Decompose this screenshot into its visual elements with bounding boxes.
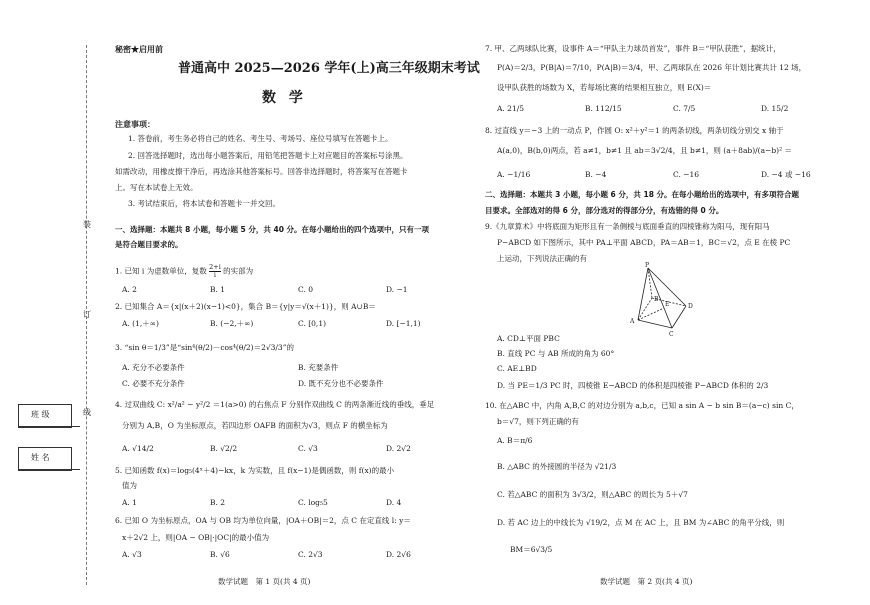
q1-frac-num: 2+i — [209, 263, 221, 271]
binding-char-1: 装 — [83, 220, 91, 229]
q10-tail: BM＝6√3/5 — [510, 545, 553, 554]
label-b: B — [654, 296, 659, 303]
q2-stem: 2. 已知集合 A＝{x|(x＋2)(x−1)<0}，集合 B＝{y|y＝√(x＋1)}，则 A∪B＝ — [115, 302, 376, 311]
q2-opt-d: D. [−1,1) — [386, 319, 421, 328]
q1-opt-d: D. −1 — [386, 285, 408, 294]
q10-opt-c: C. 若△ABC 的面积为 3√3/2，则△ABC 的周长为 5＋√7 — [497, 490, 688, 499]
q8-opt-a: A. −1/16 — [497, 170, 531, 179]
q2-opt-a: A. (1,＋∞) — [122, 319, 159, 328]
pyramid-figure — [620, 262, 700, 338]
label-p: P — [645, 262, 650, 269]
notes-line-5: 3. 考试结束后，将本试卷和答题卡一并交回。 — [128, 199, 281, 208]
name-box — [18, 447, 72, 471]
q6-stem-2: x＋2√2 上，则|OA − OB|·|OC|的最小值为 — [122, 533, 270, 542]
subject-title: 数 学 — [262, 90, 307, 106]
q9-opt-c: C. AE⊥BD — [497, 364, 537, 373]
label-d: D — [688, 303, 693, 310]
section2-heading: 二、选择题：本题共 3 小题，每小题 6 分，共 18 分。在每小题给出的选项中，有多项符合题 — [485, 190, 800, 199]
class-label: 班 级 — [31, 410, 50, 419]
exam-title: 普通高中 2025—2026 学年(上)高三年级期末考试 — [178, 61, 480, 76]
q5-opt-c: C. log₅5 — [298, 498, 328, 507]
q3-opt-a: A. 充分不必要条件 — [122, 363, 185, 372]
notes-line-4: 上。写在本试卷上无效。 — [115, 183, 198, 192]
q9-stem-3: 上运动，下列说法正确的有 — [497, 254, 587, 263]
q5-opt-d: D. 4 — [386, 498, 402, 507]
q8-stem: 8. 过直线 y＝−3 上的一动点 P，作圆 O: x²＋y²＝1 的两条切线，两条切线分别交 x 轴于 — [485, 126, 784, 135]
q8-opt-c: C. −16 — [673, 170, 700, 179]
q8-stem-2: A(a,0)，B(b,0)两点，若 a≠1，b≠1 且 ab＝3√2/4，且 b≠1，则 (a＋8ab)/(a−b)² ＝ — [497, 146, 792, 155]
footer-right: 数学试题 第 2 页(共 4 页) — [600, 577, 693, 586]
q1-frac-den: i — [213, 271, 216, 279]
q1-stem-end: 的实部为 — [223, 266, 254, 276]
q7-stem: 7. 甲、乙两球队比赛，设事件 A＝“甲队主力球员首发”，事件 B＝“甲队获胜”，据统计， — [485, 44, 781, 53]
binding-char-3: 线 — [83, 408, 91, 417]
notes-line-2: 2. 回答选择题时，选出每小题答案后，用铅笔把答题卡上对应题目的答案标号涂黑。 — [128, 151, 408, 160]
q7-opt-b: B. 112/15 — [585, 104, 622, 113]
notes-line-3: 如需改动，用橡皮擦干净后，再选涂其他答案标号。回答非选择题时，将答案写在答题卡 — [115, 167, 408, 176]
footer-left: 数学试题 第 1 页(共 4 页) — [218, 577, 311, 586]
q6-opt-c: C. 2√3 — [298, 550, 323, 559]
q3-opt-b: B. 充要条件 — [298, 363, 339, 372]
q1-opt-b: B. 1 — [210, 285, 226, 294]
q6-opt-d: D. 2√6 — [386, 550, 411, 559]
q3-opt-d: D. 既不充分也不必要条件 — [298, 379, 384, 388]
q2-opt-b: B. (−2,＋∞) — [210, 319, 254, 328]
secret-mark: 秘密★启用前 — [115, 44, 163, 54]
q7-opt-d: D. 15/2 — [761, 104, 789, 113]
binding-char-2: 订 — [83, 310, 91, 319]
q4-stem: 4. 过双曲线 C: x²/a² − y²/2 ＝1(a>0) 的右焦点 F 分别作双曲线 C 的两条渐近线的垂线，垂足 — [115, 400, 435, 409]
edge-pa — [638, 268, 648, 320]
q10-opt-d: D. 若 AC 边上的中线长为 √19/2，点 M 在 AC 上，且 BM 为∠ABC 的角平分线，则 — [497, 518, 785, 527]
q3-stem: 3. “sin θ＝1/3”是“sin⁴(θ/2)－cos⁴(θ/2)＝2√3/3”的 — [115, 343, 295, 352]
q5-opt-a: A. 1 — [122, 498, 137, 507]
name-label: 姓 名 — [31, 453, 50, 462]
label-c: C — [669, 331, 674, 338]
q9-stem-2: P−ABCD 如下图所示，其中 PA⊥平面 ABCD，PA＝AB＝1，BC＝√2，点 E 在棱 PC — [497, 238, 791, 247]
q6-opt-a: A. √3 — [122, 550, 142, 559]
q9-stem: 9.《九章算术》中将底面为矩形且有一条侧棱与底面垂直的四棱锥称为阳马，现有阳马 — [485, 222, 770, 231]
q1-opt-c: C. 0 — [298, 285, 314, 294]
q8-opt-b: B. −4 — [585, 170, 607, 179]
name-underline — [18, 469, 80, 470]
label-e: E — [665, 301, 670, 308]
section1-heading-2: 是符合题目要求的。 — [115, 240, 183, 249]
q7-opt-a: A. 21/5 — [497, 104, 525, 113]
q4-stem-2: 分别为 A,B，O 为坐标原点，若四边形 OAFB 的面积为√3，则点 F 的横坐标为 — [122, 421, 388, 430]
q10-stem: 10. 在△ABC 中，内角 A,B,C 的对边分别为 a,b,c，已知 a sin A − b sin B＝(a−c) sin C， — [485, 401, 799, 410]
q1-stem-text: 1. 已知 i 为虚数单位，复数 — [115, 266, 207, 276]
q7-opt-c: C. 7/5 — [673, 104, 696, 113]
q7-stem-3: 设甲队获胜的场数为 X，若每场比赛的结果相互独立，则 E(X)＝ — [497, 83, 712, 92]
edge-cd — [672, 306, 686, 328]
q5-stem-2: 值为 — [122, 481, 137, 490]
q10-opt-b: B. △ABC 的外接圆的半径为 √21/3 — [497, 462, 617, 471]
q4-opt-a: A. √14/2 — [122, 444, 154, 453]
q6-stem: 6. 已知 O 为坐标原点，OA 与 OB 均为单位向量，|OA＋OB|＝2，点 C 在定直线 l: y＝ — [115, 516, 411, 525]
q1-fraction — [209, 264, 221, 279]
q1-opt-a: A. 2 — [122, 285, 137, 294]
q4-opt-c: C. √3 — [298, 444, 318, 453]
q9-opt-a: A. CD⊥平面 PBC — [497, 334, 560, 343]
section1-heading: 一、选择题：本题共 8 小题，每小题 5 分，共 40 分。在每小题给出的四个选项中，只有一项 — [115, 225, 430, 234]
q8-opt-d: D. −4 或 −16 — [761, 170, 811, 179]
q1-stem — [115, 264, 253, 279]
q5-opt-b: B. 2 — [210, 498, 226, 507]
q6-opt-b: B. √6 — [210, 550, 230, 559]
q10-stem-2: b＝√7，则下列正确的有 — [497, 417, 579, 426]
q10-opt-a: A. B＝π/6 — [497, 436, 533, 445]
q4-opt-d: D. 2√2 — [386, 444, 411, 453]
q9-opt-d: D. 当 PE＝1/3 PC 时，四棱锥 E−ABCD 的体积是四棱锥 P−ABCD 体积的 2/3 — [497, 381, 769, 390]
q3-opt-c: C. 必要不充分条件 — [122, 379, 185, 388]
class-box — [18, 404, 72, 428]
q2-opt-c: C. [0,1) — [298, 319, 327, 328]
edge-ab — [638, 320, 672, 328]
notes-line-1: 1. 答卷前，考生务必将自己的姓名、考生号、考场号、座位号填写在答题卡上。 — [128, 134, 393, 143]
q4-opt-b: B. √2/2 — [210, 444, 238, 453]
label-a: A — [630, 318, 635, 325]
q9-opt-b: B. 直线 PC 与 AB 所成的角为 60° — [497, 349, 615, 358]
class-underline — [18, 426, 80, 427]
q7-stem-2: P(A)＝2/3，P(B|A)＝7/10，P(A|B)＝3/4，甲、乙两球队在 2026 年计划比赛共计 12 场， — [497, 63, 807, 72]
q5-stem: 5. 已知函数 f(x)＝log₅(4ˣ＋4)−kx，k 为实数，且 f(x−1)是偶函数，则 f(x)的最小 — [115, 466, 395, 475]
section2-heading-2: 目要求。全部选对的得 6 分，部分选对的得部分分，有选错的得 0 分。 — [485, 206, 724, 215]
notes-heading: 注意事项： — [115, 119, 155, 129]
